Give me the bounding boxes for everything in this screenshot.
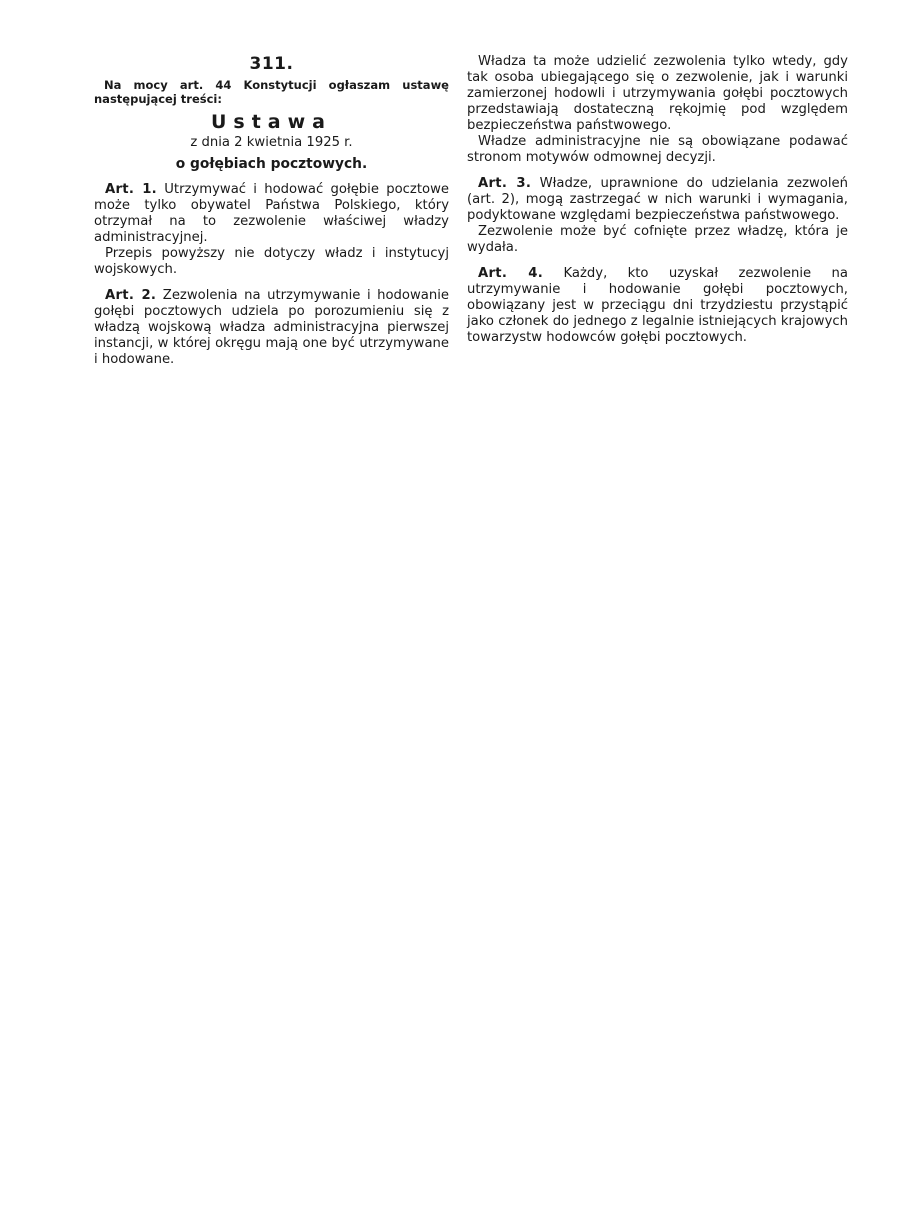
act-date: z dnia 2 kwietnia 1925 r.	[190, 135, 353, 150]
act-title: Ustawa	[210, 111, 332, 133]
article-3-text: Władze, uprawnione do udzielania zezwoleń (art. 2), mogą zastrzegać w nich warunki i wymagania, podyktowane względami bezpieczeństwa państwowego.	[467, 176, 848, 223]
left-column	[94, 54, 449, 368]
act-subject: o gołębiach pocztowych.	[175, 156, 368, 172]
article-2	[94, 288, 449, 368]
article-2-paragraph-2: Władza ta może udzielić zezwolenia tylko wtedy, gdy tak osoba ubiegającego się o zezwolenie, jak i warunki zamierzonej hodowli i utrzymywania gołębi pocztowych przedstawiają dostateczną rękojmię pod względem bezpieczeństwa państwowego.	[467, 54, 848, 133]
article-4-text: Każdy, kto uzyskał zezwolenie na utrzymywanie i hodowanie gołębi pocztowych, obowiązany jest w przeciągu dni trzydziestu przystąpić jako członek do jednego z legalnie istniejących krajowych towarzystw hodowców gołębi pocztowych.	[467, 266, 848, 345]
article-4	[467, 266, 848, 346]
act-number: 311.	[249, 54, 294, 74]
article-3	[467, 176, 848, 224]
article-3-paragraph-2: Zezwolenie może być cofnięte przez władzę, która je wydała.	[467, 224, 848, 255]
article-2-label: Art. 2.	[105, 288, 157, 303]
article-2-text: Zezwolenia na utrzymywanie i hodowanie gołębi pocztowych udziela po porozumieniu się z władzą wojskową władza administracyjna pierwszej instancji, w której okręgu mają one być utrzymywane i hodowane.	[94, 288, 449, 367]
article-3-label: Art. 3.	[478, 176, 532, 191]
article-1-paragraph-2: Przepis powyższy nie dotyczy władz i instytucyj wojskowych.	[94, 246, 449, 277]
article-2-paragraph-3: Władze administracyjne nie są obowiązane podawać stronom motywów odmownej decyzji.	[467, 134, 848, 165]
article-4-label: Art. 4.	[478, 266, 544, 281]
article-1	[94, 182, 449, 246]
preamble: Na mocy art. 44 Konstytucji ogłaszam ustawę następującej treści:	[94, 78, 449, 106]
right-column	[467, 54, 848, 346]
article-1-text: Utrzymywać i hodować gołębie pocztowe może tylko obywatel Państwa Polskiego, który otrzymał na to zezwolenie właściwej władzy administracyjnej.	[94, 182, 449, 245]
article-1-label: Art. 1.	[105, 182, 157, 197]
